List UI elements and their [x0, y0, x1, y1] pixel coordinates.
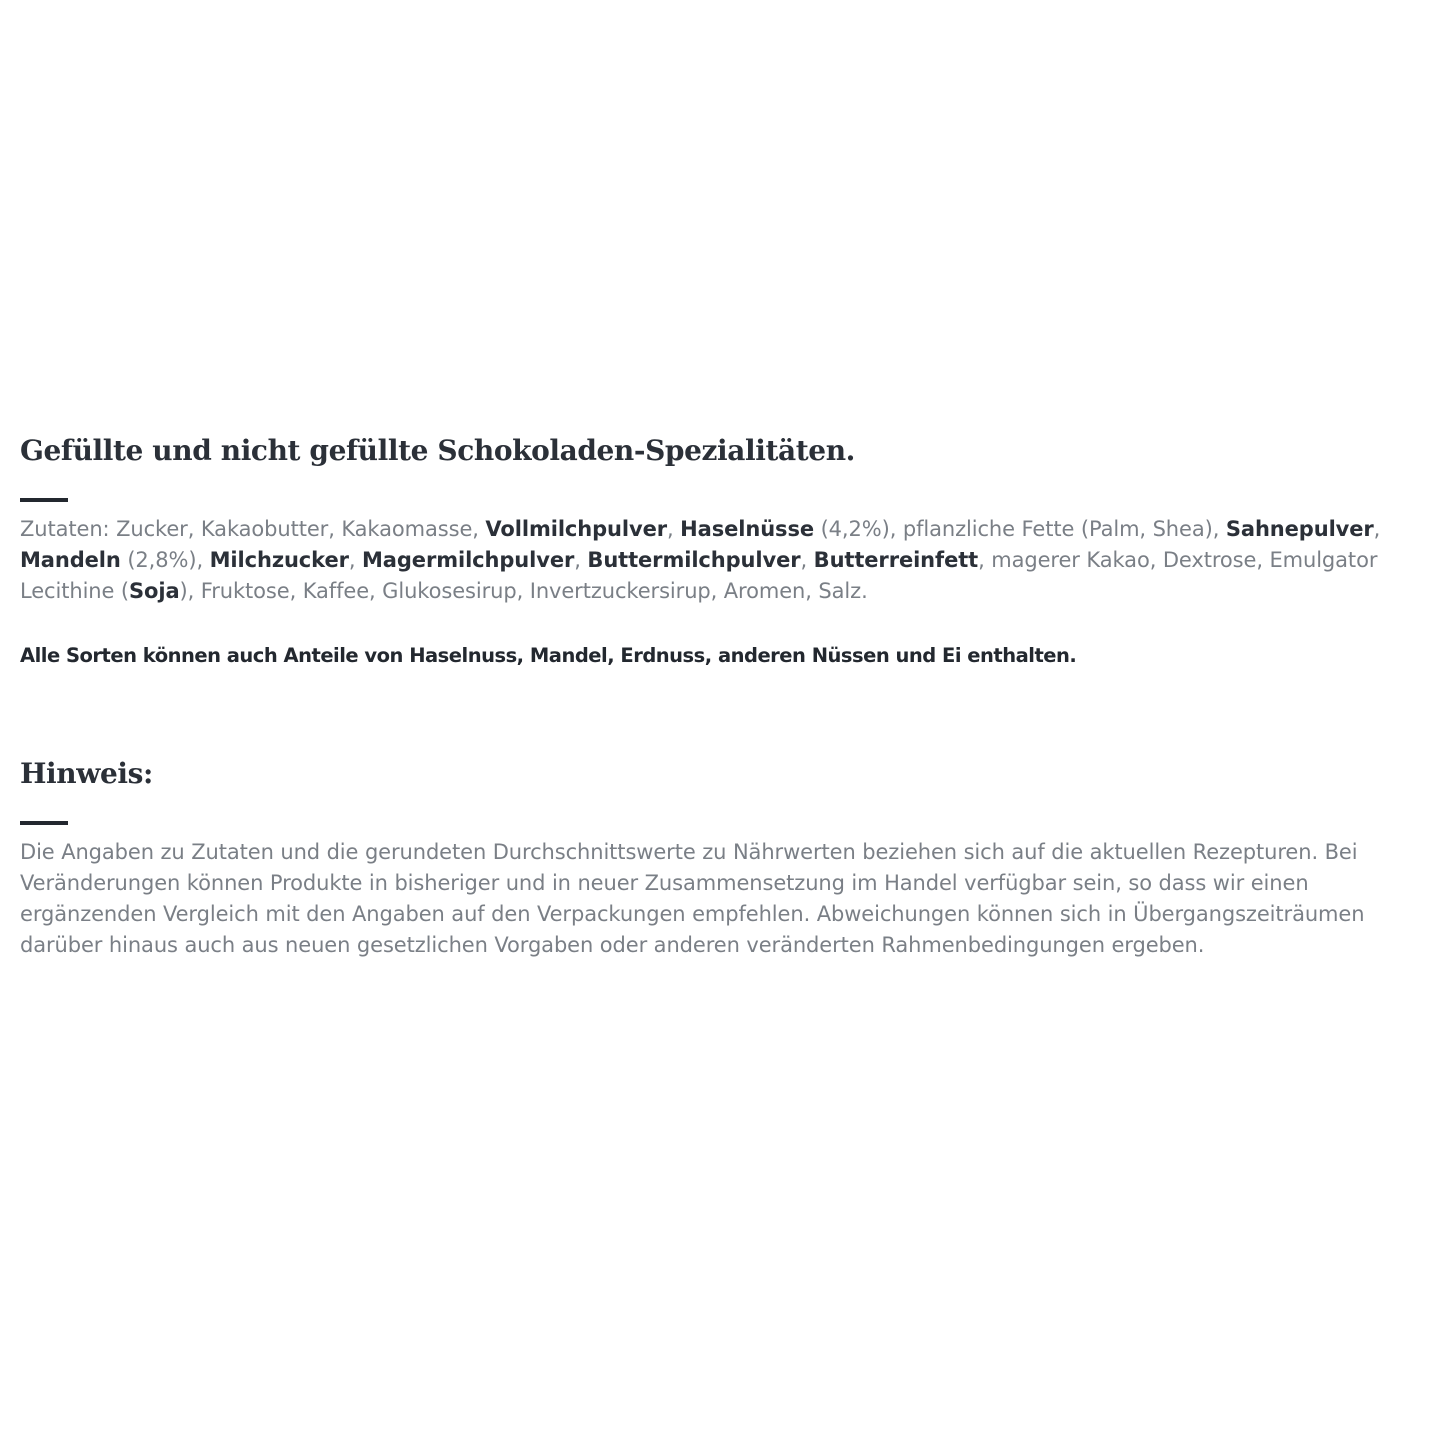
section-spacer [20, 671, 1440, 751]
allergen-ingredient: Vollmilchpulver [485, 517, 667, 541]
section-title-product: Gefüllte und nicht gefüllte Schokoladen-Spezialitäten. [20, 434, 856, 467]
ingredient-text: ), Fruktose, Kaffee, Glukosesirup, Invertzuckersirup, Aromen, Salz. [179, 579, 868, 603]
allergen-ingredient: Soja [129, 579, 180, 603]
ingredient-text: , [574, 548, 588, 572]
product-info [20, 428, 1440, 961]
title-underline [20, 498, 68, 502]
ingredient-text: , [800, 548, 814, 572]
allergen-ingredient: Butterreinfett [813, 548, 979, 572]
section-title-hinweis: Hinweis: [20, 757, 153, 790]
ingredients-text [20, 514, 1440, 607]
allergen-ingredient: Sahnepulver [1225, 517, 1374, 541]
ingredient-text: Zutaten: Zucker, Kakaobutter, Kakaomasse, [20, 517, 486, 541]
hinweis-text: Die Angaben zu Zutaten und die gerundeten Durchschnittswerte zu Nährwerten beziehen sich auf die aktuellen Rezepturen. Bei Veränderungen können Produkte in bisheriger und in neuer Zusammensetzung im Handel verfügbar sein, so dass wir einen ergänzenden Vergleich mit den Angaben auf den Verpackungen empfehlen. Abweichungen können sich in Übergangszeiträumen darüber hinaus auch aus neuen gesetzlichen Vorgaben oder anderen veränderten Rahmenbedingungen ergeben. [20, 840, 1365, 957]
allergen-ingredient: Magermilchpulver [362, 548, 575, 572]
ingredient-text: , [348, 548, 362, 572]
ingredient-text: (4,2%), pflanzliche Fette (Palm, Shea), [814, 517, 1226, 541]
allergen-ingredient: Milchzucker [209, 548, 349, 572]
allergen-ingredient: Mandeln [20, 548, 121, 572]
allergen-ingredient: Buttermilchpulver [587, 548, 801, 572]
allergen-ingredient: Haselnüsse [680, 517, 814, 541]
ingredient-text: , [1373, 517, 1381, 541]
ingredient-text: (2,8%), [120, 548, 210, 572]
ingredient-text: , [667, 517, 681, 541]
ingredient-text: , magerer Kakao, Dextrose, Emulgator Lecithine ( [20, 548, 1378, 603]
title-underline [20, 821, 68, 825]
allergen-note: Alle Sorten können auch Anteile von Haselnuss, Mandel, Erdnuss, anderen Nüssen und Ei enthalten. [20, 644, 1077, 667]
